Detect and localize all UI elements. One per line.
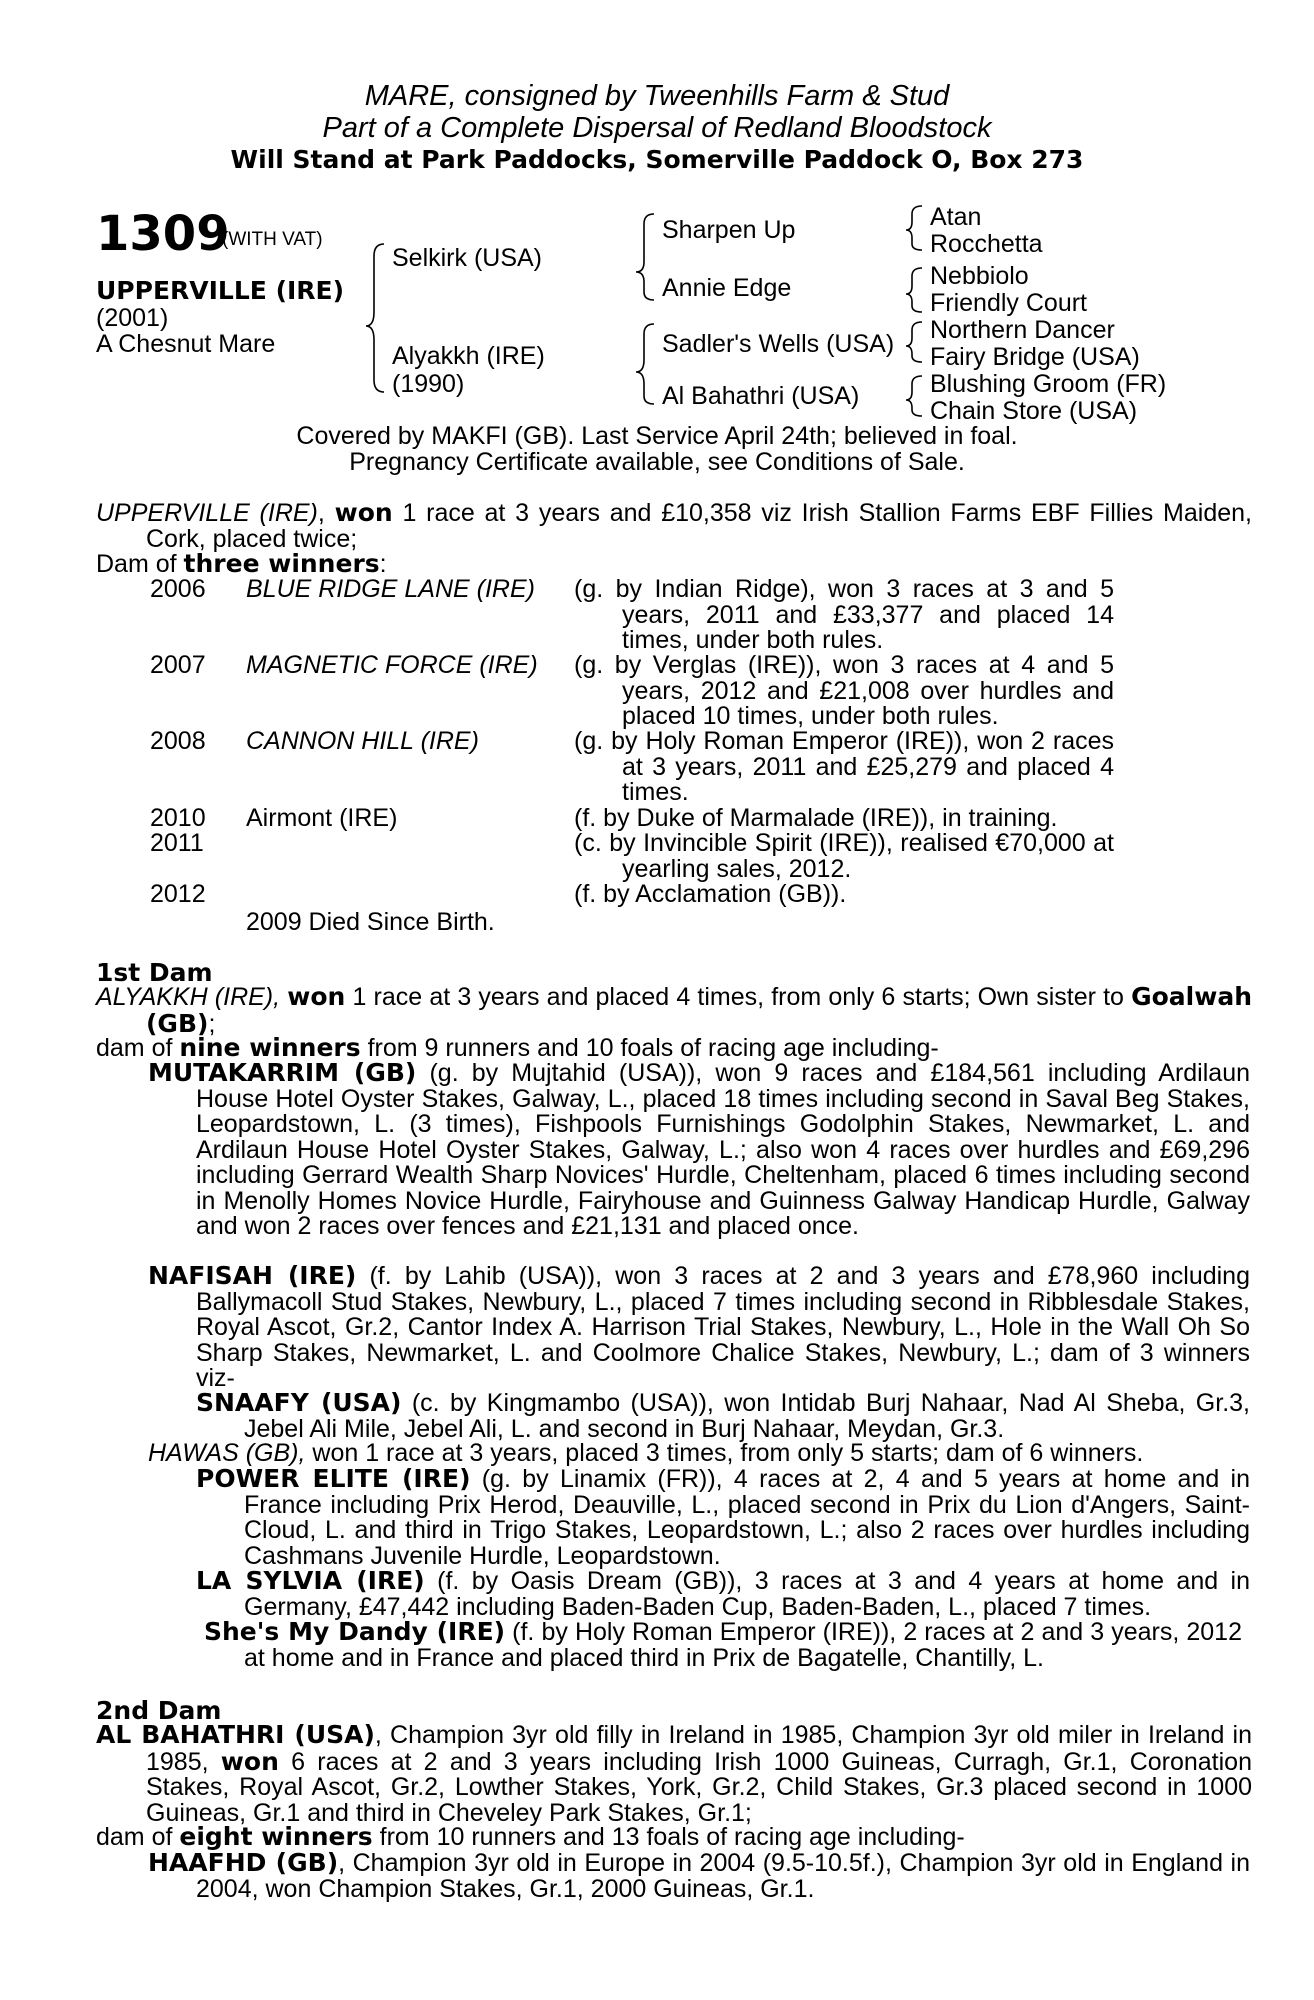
hawas-entry — [148, 1441, 1202, 1467]
second-dam-name: AL BAHATHRI (USA) — [96, 1720, 375, 1749]
died-note: 2009 Died Since Birth. — [246, 908, 495, 936]
second-dam-dam-of: dam of — [96, 1823, 180, 1851]
first-dam-text: 1 race at 3 years and placed 4 times, from only 6 starts; Own sister to — [345, 983, 1132, 1011]
brace-ss — [906, 206, 922, 250]
produce-desc: (f. by Acclamation (GB)). — [574, 880, 847, 908]
snaafy-name: SNAAFY (USA) — [196, 1388, 402, 1417]
snaafy-entry — [196, 1390, 1250, 1442]
haafhd-name: HAAFHD (GB) — [148, 1848, 339, 1877]
produce-year: 2012 — [150, 880, 206, 908]
pedigree-dam: Alyakkh (IRE) — [392, 342, 545, 370]
hawas-text: won 1 race at 3 years, placed 3 times, from only 5 starts; dam of 6 winners. — [305, 1439, 1144, 1467]
power-elite-name: POWER ELITE (IRE) — [196, 1464, 471, 1493]
first-dam-sister-suffix: ; — [208, 1009, 216, 1038]
produce-year: 2007 — [150, 651, 206, 679]
covered-line-2: Pregnancy Certificate available, see Conditions of Sale. — [349, 448, 965, 476]
header-line-1: MARE, consigned by Tweenhills Farm & Stud — [364, 80, 950, 112]
first-dam-dam-of-suffix: from 9 runners and 10 foals of racing age including- — [360, 1034, 939, 1062]
second-dam-record — [96, 1722, 1252, 1826]
first-dam-heading: 1st Dam — [96, 958, 213, 987]
mutakarrim-entry — [148, 1060, 1250, 1240]
first-dam-name: ALYAKKH (IRE), — [96, 983, 281, 1011]
pedigree-dam-sire: Sadler's Wells (USA) — [662, 330, 895, 358]
first-dam-winners: nine winners — [179, 1033, 361, 1062]
lot-year: (2001) — [96, 304, 169, 332]
mutakarrim-text: (g. by Mujtahid (USA)), won 9 races and £184,561 including Ardilaun House Hotel Oyster Stakes, Galway, L., placed 18 times including second in Saval Beg Stakes, Leopardstown, L. (3 times), Fishpools Furnishings Godolphin Stakes, Newmarket, L. and Ardilaun House Hotel Oyster Stakes, Galway, L.; also won 4 races over hurdles and £69,296 including Gerrard Wealth Sharp Novices' Hurdle, Cheltenham, placed 6 times including second in Menolly Homes Novice Hurdle, Fairyhouse and Guinness Galway Handicap Hurdle, Galway and won 2 races over fences and £21,131 and placed once. — [196, 1059, 1251, 1240]
produce-year: 2008 — [150, 727, 206, 755]
covered-line-1: Covered by MAKFI (GB). Last Service April 24th; believed in foal. — [296, 422, 1018, 450]
pedigree-gen3-1: Atan — [930, 203, 982, 231]
produce-row — [150, 577, 1120, 653]
produce-year: 2010 — [150, 804, 206, 832]
produce-name: MAGNETIC FORCE (IRE) — [246, 651, 538, 679]
produce-desc: (f. by Duke of Marmalade (IRE)), in training. — [574, 804, 1058, 832]
haafhd-text: , Champion 3yr old in Europe in 2004 (9.5-10.5f.), Champion 3yr old in England in 2004, won Champion Stakes, Gr.1, 2000 Guineas, Gr.1. — [196, 1849, 1250, 1903]
produce-year: 2006 — [150, 575, 206, 603]
pedigree-dam-year: (1990) — [392, 370, 465, 398]
lot-number: 1309 — [96, 206, 230, 262]
produce-desc: (c. by Invincible Spirit (IRE)), realised €70,000 at yearling sales, 2012. — [574, 829, 1114, 883]
first-dam-won: won — [287, 982, 346, 1011]
second-dam-text-1: , Champion 3yr old filly in Ireland in 1985, Champion 3yr old miler in Ireland in 1985, — [146, 1721, 1253, 1776]
dandy-name: She's My Dandy (IRE) — [204, 1617, 506, 1646]
produce-row — [150, 882, 1120, 908]
mutakarrim-name: MUTAKARRIM (GB) — [148, 1058, 417, 1087]
pedigree-gen3-3: Nebbiolo — [930, 262, 1029, 290]
pedigree-dam-dam: Al Bahathri (USA) — [662, 382, 860, 410]
produce-row — [150, 729, 1120, 805]
header-line-3: Will Stand at Park Paddocks, Somerville Paddock O, Box 273 — [230, 145, 1084, 174]
race-record: UPPERVILLE (IRE), won 1 race at 3 years and £10,358 viz Irish Stallion Farms EBF Fillies Maiden, Cork, placed twice; — [96, 498, 1252, 553]
pedigree-gen3-5: Northern Dancer — [930, 316, 1115, 344]
second-dam-dam-of-suffix: from 10 runners and 13 foals of racing age including- — [372, 1823, 965, 1851]
pedigree-gen3-4: Friendly Court — [930, 289, 1087, 317]
produce-desc: (g. by Verglas (IRE)), won 3 races at 4 and 5 years, 2012 and £21,008 over hurdles and placed 10 times, under both rules. — [574, 651, 1114, 730]
la-sylvia-text: (f. by Oasis Dream (GB)), 3 races at 3 and 4 years at home and in Germany, £47,442 including Baden-Baden Cup, Baden-Baden, L., placed 7 times. — [244, 1567, 1250, 1621]
power-elite-text: (g. by Linamix (FR)), 4 races at 2, 4 and 5 years at home and in France including Prix Herod, Deauville, L., placed second in Prix du Lion d'Angers, Saint-Cloud, L. and third in Trigo Stakes, Leopardstown, L.; also 2 races over hurdles including Cashmans Juvenile Hurdle, Leopardstown. — [244, 1465, 1251, 1570]
header-line-2: Part of a Complete Dispersal of Redland Bloodstock — [322, 112, 992, 144]
pedigree-gen3-8: Chain Store (USA) — [930, 397, 1138, 425]
nafisah-text: (f. by Lahib (USA)), won 3 races at 2 and 3 years and £78,960 including Ballymacoll Stud Stakes, Newbury, L., placed 7 times including second in Ribblesdale Stakes, Royal Ascot, Gr.2, Cantor Index A. Harrison Trial Stakes, Newbury, L., Hole in the Wall Oh So Sharp Stakes, Newmarket, L. and Coolmore Chalice Stakes, Newbury, L.; dam of 3 winners viz- — [196, 1262, 1250, 1392]
pedigree-gen3-6: Fairy Bridge (USA) — [930, 343, 1140, 371]
nafisah-entry — [148, 1263, 1250, 1392]
pedigree-gen3-2: Rocchetta — [930, 230, 1043, 258]
lot-description: A Chesnut Mare — [96, 330, 276, 358]
first-dam-sister: Goalwah (GB) — [146, 982, 1253, 1038]
first-dam-record — [96, 984, 1252, 1037]
brace-sire — [636, 214, 654, 300]
dam-of-count: three winners — [183, 549, 380, 578]
brace-dam — [636, 324, 654, 404]
produce-name: BLUE RIDGE LANE (IRE) — [246, 575, 535, 603]
second-dam-winners: eight winners — [179, 1822, 373, 1851]
lot-vat: (WITH VAT) — [222, 229, 323, 250]
brace-dd — [906, 376, 922, 416]
produce-row — [150, 831, 1120, 881]
second-dam-text-2: 6 races at 2 and 3 years including Irish 1000 Guineas, Curragh, Gr.1, Coronation Stakes, Royal Ascot, Gr.2, Lowther Stakes, York, Gr.2, Child Stakes, Gr.3 placed second in 1000 Guineas, Gr.1 and third in Cheveley Park Stakes, Gr.1; — [146, 1747, 1252, 1827]
dam-of-suffix: : — [379, 550, 387, 578]
lot-horse-name: UPPERVILLE (IRE) — [96, 276, 345, 305]
dandy-text: (f. by Holy Roman Emperor (IRE)), 2 races at 2 and 3 years, 2012 at home and in France and placed third in Prix de Bagatelle, Chantilly, L. — [244, 1618, 1242, 1672]
produce-row — [150, 653, 1120, 729]
brace-gen1 — [366, 244, 384, 392]
second-dam-produce-line — [96, 1824, 1202, 1851]
pedigree-sire-sire: Sharpen Up — [662, 216, 796, 244]
nafisah-name: NAFISAH (IRE) — [148, 1261, 357, 1290]
dam-of-prefix: Dam of — [96, 550, 184, 578]
produce-desc: (g. by Indian Ridge), won 3 races at 3 and 5 years, 2011 and £33,377 and placed 14 times, under both rules. — [574, 575, 1114, 654]
haafhd-entry — [148, 1850, 1250, 1902]
record-won: won — [334, 498, 393, 527]
second-dam-won: won — [220, 1746, 279, 1776]
pedigree-sire: Selkirk (USA) — [392, 244, 543, 272]
brace-sd — [906, 268, 922, 312]
pedigree-sire-dam: Annie Edge — [662, 274, 792, 302]
produce-name: CANNON HILL (IRE) — [246, 727, 479, 755]
la-sylvia-name: LA SYLVIA (IRE) — [196, 1566, 425, 1595]
pedigree-gen3-7: Blushing Groom (FR) — [930, 370, 1167, 398]
hawas-name: HAWAS (GB), — [148, 1439, 306, 1467]
snaafy-text: (c. by Kingmambo (USA)), won Intidab Burj Nahaar, Nad Al Sheba, Gr.3, Jebel Ali Mile, Jebel Ali, L. and second in Burj Nahaar, Meydan, Gr.3. — [244, 1389, 1250, 1443]
produce-year: 2011 — [150, 829, 204, 857]
dam-of-line — [96, 551, 1202, 578]
record-text: 1 race at 3 years and £10,358 viz Irish Stallion Farms EBF Fillies Maiden, Cork, placed twice; — [146, 499, 1252, 553]
record-name: UPPERVILLE (IRE) — [96, 499, 318, 527]
brace-ds — [906, 322, 922, 362]
produce-desc: (g. by Holy Roman Emperor (IRE)), won 2 races at 3 years, 2011 and £25,279 and placed 4 times. — [574, 727, 1114, 806]
power-elite-entry — [196, 1466, 1250, 1569]
dandy-entry — [204, 1619, 1242, 1671]
first-dam-dam-of: dam of — [96, 1034, 180, 1062]
produce-name: Airmont (IRE) — [246, 804, 398, 832]
la-sylvia-entry — [196, 1568, 1250, 1620]
second-dam-heading: 2nd Dam — [96, 1696, 222, 1725]
